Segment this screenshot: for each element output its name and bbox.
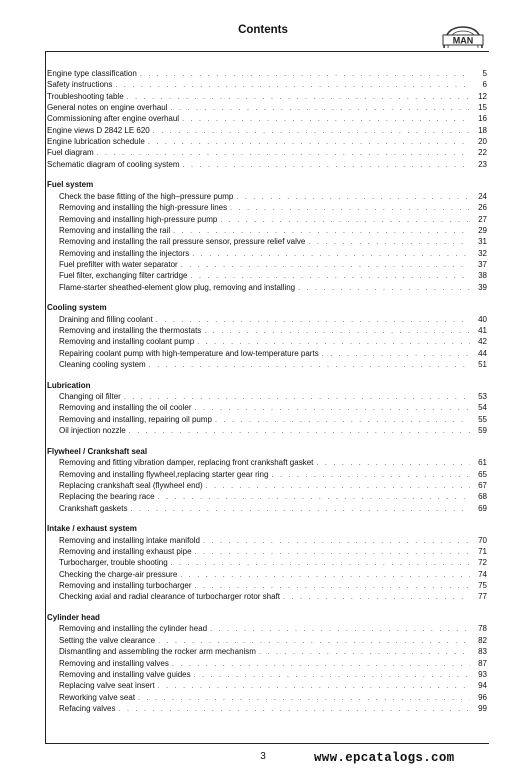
toc-entry-title: Schematic diagram of cooling system — [47, 159, 180, 169]
man-logo-icon — [441, 24, 485, 50]
toc-entry-page: 96 — [478, 692, 487, 702]
toc-entry-page: 71 — [478, 547, 487, 557]
toc-entry[interactable] — [47, 314, 487, 325]
toc-entry[interactable] — [47, 348, 487, 359]
toc-entry-title: General notes on engine overhaul — [47, 103, 168, 113]
dot-leader — [206, 481, 470, 491]
toc-entry[interactable] — [47, 569, 487, 580]
toc-entry-page: 67 — [478, 480, 487, 490]
toc-entry-page: 37 — [478, 259, 487, 269]
toc-entry-title: Reworking valve seat — [59, 692, 136, 702]
toc-entry-title: Removing and installing valve guides — [59, 669, 191, 679]
toc-entry-page: 32 — [478, 248, 487, 258]
toc-entry-page: 29 — [478, 225, 487, 235]
toc-entry[interactable] — [47, 457, 487, 468]
watermark: www.epcatalogs.com — [314, 751, 455, 765]
page-title: Contents — [238, 24, 288, 36]
toc-entry-title: Engine views D 2842 LE 620 — [47, 125, 150, 135]
toc-entry-title: Checking axial and radial clearance of turbocharger rotor shaft — [59, 592, 281, 602]
dot-leader — [140, 69, 470, 79]
toc-entry-page: 77 — [478, 592, 487, 602]
toc-entry-page: 20 — [478, 137, 487, 147]
toc-entry[interactable] — [47, 491, 487, 502]
toc-entry-title: Removing and installing exhaust pipe — [59, 547, 192, 557]
toc-entry-title: Flame-starter sheathed-element glow plug, removing and installing — [59, 282, 296, 292]
toc-entry[interactable] — [47, 669, 487, 680]
footer-rule — [45, 743, 489, 744]
toc-entry-page: 38 — [478, 271, 487, 281]
toc-entry-title: Removing and installing valves — [59, 658, 169, 668]
toc-entry[interactable] — [47, 623, 487, 634]
toc-entry-page: 18 — [478, 125, 487, 135]
toc-entry-title: Removing and installing turbocharger — [59, 581, 192, 591]
toc-entry[interactable] — [47, 102, 487, 113]
dot-leader — [259, 647, 470, 657]
toc-entry[interactable] — [47, 546, 487, 557]
toc-entry[interactable] — [47, 480, 487, 491]
dot-leader — [118, 704, 470, 714]
toc-entry-title: Crankshaft gaskets — [59, 503, 128, 513]
toc-entry-title: Checking the charge-air pressure — [59, 569, 178, 579]
toc-entry[interactable] — [47, 414, 487, 425]
dot-leader — [129, 426, 470, 436]
dot-leader — [230, 203, 470, 213]
toc-entry-title: Removing and installing the oil cooler — [59, 403, 192, 413]
dot-leader — [138, 693, 470, 703]
toc-entry[interactable] — [47, 503, 487, 514]
toc-entry-page: 5 — [482, 69, 487, 78]
toc-entry-page: 99 — [478, 703, 487, 713]
toc-entry-title: Replacing valve seat insert — [59, 681, 155, 691]
toc-entry[interactable] — [47, 202, 487, 213]
toc-entry-page: 78 — [478, 624, 487, 634]
toc-entry-title: Turbocharger, trouble shooting — [59, 558, 168, 568]
dot-leader — [195, 403, 470, 413]
toc-entry-page: 54 — [478, 403, 487, 413]
toc-entry[interactable] — [47, 646, 487, 657]
toc-entry[interactable] — [47, 147, 487, 158]
toc-entry-page: 69 — [478, 503, 487, 513]
toc-entry-title: Removing and installing, repairing oil pump — [59, 414, 212, 424]
dot-leader — [124, 392, 470, 402]
toc-entry[interactable] — [47, 635, 487, 646]
toc-entry-page: 51 — [478, 360, 487, 370]
dot-leader — [204, 326, 470, 336]
header-rule — [45, 51, 489, 52]
dot-leader — [158, 492, 470, 502]
dot-leader — [203, 536, 470, 546]
toc-entry[interactable] — [47, 580, 487, 591]
toc-entry[interactable] — [47, 402, 487, 413]
toc-entry-page: 24 — [478, 191, 487, 201]
dot-leader — [149, 360, 470, 370]
toc-entry-page: 22 — [478, 148, 487, 158]
toc-entry-page: 53 — [478, 392, 487, 402]
dot-leader — [182, 114, 470, 124]
dot-leader — [210, 624, 470, 634]
dot-leader — [195, 547, 470, 557]
toc-entry-page: 87 — [478, 658, 487, 668]
toc-entry-page: 65 — [478, 469, 487, 479]
toc-entry-page: 68 — [478, 492, 487, 502]
dot-leader — [158, 681, 470, 691]
toc-entry[interactable] — [47, 225, 487, 236]
toc-entry-title: Removing and installing the injectors — [59, 248, 190, 258]
toc-entry-page: 26 — [478, 203, 487, 213]
toc-entry-title: Removing and fitting vibration damper, replacing front crankshaft gasket — [59, 458, 314, 468]
toc-entry[interactable] — [47, 591, 487, 602]
toc-entry-title: Check the base fitting of the high–pressure pump — [59, 191, 234, 201]
section-heading: Flywheel / Crankshaft seal — [47, 446, 148, 456]
toc-entry[interactable] — [47, 391, 487, 402]
dot-leader — [153, 126, 470, 136]
toc-entry-title: Refacing valves — [59, 703, 116, 713]
toc-entry-page: 75 — [478, 581, 487, 591]
dot-leader — [156, 315, 470, 325]
toc-entry-title: Removing and installing the cylinder head — [59, 624, 208, 634]
section-heading: Lubrication — [47, 380, 91, 390]
section-heading: Fuel system — [47, 180, 94, 190]
dot-leader — [220, 215, 470, 225]
toc-entry[interactable] — [47, 692, 487, 703]
toc-entry-page: 94 — [478, 681, 487, 691]
toc-entry[interactable] — [47, 191, 487, 202]
toc-entry[interactable] — [47, 248, 487, 259]
toc-entry[interactable] — [47, 658, 487, 669]
toc-entry-page: 27 — [478, 214, 487, 224]
toc-entry[interactable] — [47, 125, 487, 136]
dot-leader — [171, 103, 470, 113]
toc-entry[interactable] — [47, 91, 487, 102]
toc-entry-title: Changing oil filter — [59, 392, 121, 402]
toc-entry-title: Troubleshooting table — [47, 91, 124, 101]
toc-entry[interactable] — [47, 703, 487, 714]
toc-entry[interactable] — [47, 68, 487, 79]
page-number: 3 — [260, 751, 266, 762]
toc-entry-page: 83 — [478, 647, 487, 657]
toc-entry-page: 12 — [478, 91, 487, 101]
svg-text:MAN: MAN — [452, 35, 474, 46]
dot-leader — [181, 260, 470, 270]
dot-leader — [115, 80, 470, 90]
toc-entry[interactable] — [47, 425, 487, 436]
toc-entry-page: 23 — [478, 159, 487, 169]
toc-entry[interactable] — [47, 325, 487, 336]
toc-entry-title: Replacing crankshaft seal (flywheel end) — [59, 480, 203, 490]
toc-entry-title: Removing and installing high-pressure pump — [59, 214, 218, 224]
dot-leader — [127, 92, 470, 102]
toc-entry-page: 72 — [478, 558, 487, 568]
toc-entry-page: 40 — [478, 314, 487, 324]
toc-entry-title: Removing and installing the high-pressure lines — [59, 203, 228, 213]
dot-leader — [180, 570, 470, 580]
dot-leader — [322, 349, 470, 359]
toc-entry[interactable] — [47, 113, 487, 124]
toc-entry[interactable] — [47, 236, 487, 247]
toc-entry-page: 59 — [478, 426, 487, 436]
dot-leader — [191, 271, 470, 281]
toc-entry-page: 42 — [478, 337, 487, 347]
dot-leader — [197, 337, 470, 347]
toc-entry-title: Engine lubrication schedule — [47, 137, 145, 147]
toc-entry-title: Removing and installing coolant pump — [59, 337, 195, 347]
toc-entry-page: 82 — [478, 635, 487, 645]
section-heading: Cylinder head — [47, 613, 100, 623]
toc-entry-page: 31 — [478, 237, 487, 247]
dot-leader — [194, 670, 470, 680]
table-of-contents — [47, 68, 487, 714]
toc-entry-title: Commissioning after engine overhaul — [47, 114, 180, 124]
toc-entry[interactable] — [47, 259, 487, 270]
toc-entry-page: 16 — [478, 114, 487, 124]
section-heading: Intake / exhaust system — [47, 524, 137, 534]
toc-entry[interactable] — [47, 270, 487, 281]
section-heading: Cooling system — [47, 303, 107, 313]
dot-leader — [183, 160, 471, 170]
toc-entry-page: 70 — [478, 535, 487, 545]
dot-leader — [316, 458, 470, 468]
toc-entry[interactable] — [47, 79, 487, 90]
toc-entry-title: Removing and installing the thermostats — [59, 326, 202, 335]
dot-leader — [97, 148, 470, 158]
toc-entry-title: Engine type classification — [47, 69, 137, 78]
toc-entry-title: Removing and installing flywheel,replacing starter gear ring — [59, 469, 269, 479]
toc-entry-page: 41 — [478, 326, 487, 335]
toc-entry-title: Setting the valve clearance — [59, 635, 156, 645]
dot-leader — [195, 581, 470, 591]
toc-entry[interactable] — [47, 336, 487, 347]
dot-leader — [192, 249, 470, 259]
toc-entry-title: Replacing the bearing race — [59, 492, 155, 502]
toc-entry-page: 93 — [478, 669, 487, 679]
toc-entry-title: Fuel filter, exchanging filter cartridge — [59, 271, 188, 281]
toc-entry-page: 6 — [482, 80, 487, 90]
left-margin-rule — [45, 51, 46, 743]
toc-entry-title: Removing and installing intake manifold — [59, 535, 200, 545]
toc-entry[interactable] — [47, 359, 487, 370]
toc-entry-title: Cleaning cooling system — [59, 360, 146, 370]
toc-entry-page: 61 — [478, 458, 487, 468]
dot-leader — [215, 415, 470, 425]
toc-entry[interactable] — [47, 159, 487, 170]
toc-entry-page: 74 — [478, 569, 487, 579]
dot-leader — [172, 659, 470, 669]
dot-leader — [171, 558, 470, 568]
toc-entry[interactable] — [47, 282, 487, 293]
toc-entry-page: 44 — [478, 348, 487, 358]
toc-entry-title: Removing and installing the rail pressure sensor, pressure relief valve — [59, 237, 306, 247]
toc-entry-title: Draining and filling coolant — [59, 314, 153, 324]
toc-entry[interactable] — [47, 535, 487, 546]
toc-entry[interactable] — [47, 136, 487, 147]
toc-entry[interactable] — [47, 214, 487, 225]
dot-leader — [271, 470, 470, 480]
dot-leader — [283, 592, 470, 602]
dot-leader — [158, 636, 470, 646]
toc-entry-title: Repairing coolant pump with high-temperature and low-temperature parts — [59, 348, 319, 358]
dot-leader — [308, 237, 470, 247]
dot-leader — [173, 226, 470, 236]
toc-entry-title: Fuel diagram — [47, 148, 94, 158]
toc-entry-title: Safety instructions — [47, 80, 113, 90]
toc-entry-title: Oil injection nozzle — [59, 426, 126, 436]
dot-leader — [298, 283, 470, 293]
dot-leader — [148, 137, 470, 147]
toc-entry-title: Dismantling and assembling the rocker arm mechanism — [59, 647, 256, 657]
toc-entry-page: 15 — [478, 103, 487, 113]
toc-entry-page: 39 — [478, 282, 487, 292]
dot-leader — [236, 192, 470, 202]
toc-entry[interactable] — [47, 680, 487, 691]
toc-entry-title: Removing and installing the rail — [59, 225, 171, 235]
toc-entry[interactable] — [47, 469, 487, 480]
toc-entry[interactable] — [47, 557, 487, 568]
dot-leader — [130, 504, 470, 514]
toc-entry-title: Fuel prefilter with water separator — [59, 259, 178, 269]
toc-entry-page: 55 — [478, 414, 487, 424]
